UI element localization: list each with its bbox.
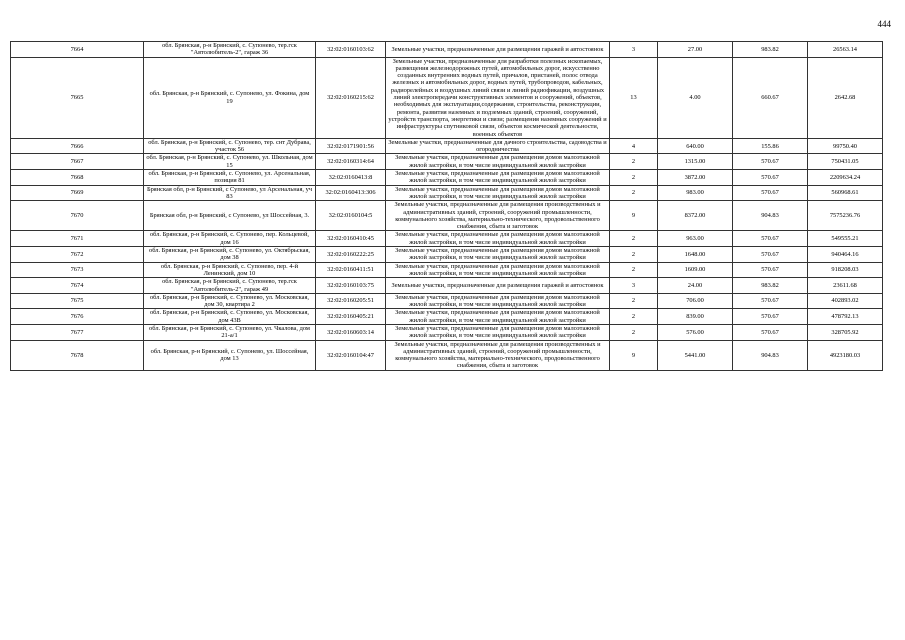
row-number-cell: 7671	[11, 231, 144, 247]
cadastral-value-cell: 549555.21	[808, 231, 883, 247]
usage-group-cell: 13	[610, 57, 658, 138]
address-cell: обл. Брянская, р-н Брянский, с. Супонево, пер. Кольцевой, дом 16	[144, 231, 316, 247]
cadastral-number-cell: 32:02:0160103:62	[316, 42, 386, 58]
land-purpose-cell: Земельные участки, предназначенные для размещения домов малоэтажной жилой застройки, в том числе индивидуальной жилой застройки	[386, 324, 610, 340]
land-purpose-cell: Земельные участки, предназначенные для размещения домов малоэтажной жилой застройки, в том числе индивидуальной жилой застройки	[386, 262, 610, 278]
table-row	[11, 231, 883, 247]
table-row	[11, 170, 883, 186]
address-cell: обл. Брянская, р-н Брянский, с. Супонево, ул. Московская, дом 43В	[144, 309, 316, 325]
address-cell: обл. Брянская, р-н Брянский, с. Супонево, тер.гск "Автолюбитель-2", гараж 49	[144, 278, 316, 294]
land-purpose-cell: Земельные участки, предназначенные для размещения гаражей и автостоянок	[386, 42, 610, 58]
land-purpose-cell: Земельные участки, предназначенные для размещения производственных и административных зданий, строений, сооружений промышленности, коммунального хозяйства, материально-технического, продовольственного снабжения, сбыта и заготовок	[386, 201, 610, 231]
cadastral-value-cell: 4923180.03	[808, 340, 883, 370]
specific-value-cell: 570.67	[733, 293, 808, 309]
table-row	[11, 262, 883, 278]
row-number-cell: 7664	[11, 42, 144, 58]
cadastral-value-cell: 940464.16	[808, 247, 883, 263]
land-registry-table	[10, 41, 883, 371]
cadastral-number-cell: 32:02:0160103:75	[316, 278, 386, 294]
address-cell: обл. Брянская, р-н Брянский, с. Супонево, ул. Октябрьская, дом 38	[144, 247, 316, 263]
table-row	[11, 138, 883, 154]
cadastral-value-cell: 23611.68	[808, 278, 883, 294]
row-number-cell: 7666	[11, 138, 144, 154]
area-cell: 5441.00	[658, 340, 733, 370]
address-cell: Брянская обл, р-н Брянский, с Супонево, ул Шоссейная, 3.	[144, 201, 316, 231]
specific-value-cell: 570.67	[733, 231, 808, 247]
cadastral-number-cell: 32:02:0160411:51	[316, 262, 386, 278]
table-body	[11, 42, 883, 371]
area-cell: 27.00	[658, 42, 733, 58]
specific-value-cell: 570.67	[733, 324, 808, 340]
table-row	[11, 154, 883, 170]
cadastral-value-cell: 478792.13	[808, 309, 883, 325]
table-row	[11, 185, 883, 201]
row-number-cell: 7674	[11, 278, 144, 294]
specific-value-cell: 570.67	[733, 154, 808, 170]
cadastral-value-cell: 750431.05	[808, 154, 883, 170]
cadastral-number-cell: 32:02:0160603:14	[316, 324, 386, 340]
row-number-cell: 7678	[11, 340, 144, 370]
page-number: 444	[877, 19, 891, 29]
cadastral-value-cell: 2209634.24	[808, 170, 883, 186]
cadastral-number-cell: 32:02:0160314:64	[316, 154, 386, 170]
cadastral-number-cell: 32:02:0171901:56	[316, 138, 386, 154]
cadastral-number-cell: 32:02:0160104:5	[316, 201, 386, 231]
address-cell: обл. Брянская, р-н Брянский, с. Супонево, тер.гск "Автолюбитель-2", гараж 36	[144, 42, 316, 58]
row-number-cell: 7673	[11, 262, 144, 278]
row-number-cell: 7677	[11, 324, 144, 340]
usage-group-cell: 9	[610, 340, 658, 370]
row-number-cell: 7676	[11, 309, 144, 325]
row-number-cell: 7670	[11, 201, 144, 231]
area-cell: 3872.00	[658, 170, 733, 186]
area-cell: 24.00	[658, 278, 733, 294]
table-row	[11, 201, 883, 231]
table-row	[11, 247, 883, 263]
usage-group-cell: 2	[610, 185, 658, 201]
land-purpose-cell: Земельные участки, предназначенные для размещения производственных и административных зданий, строений, сооружений промышленности, коммунального хозяйства, материально-технического, продовольственного снабжения, сбыта и заготовок	[386, 340, 610, 370]
cadastral-number-cell: 32:02:0160413:306	[316, 185, 386, 201]
area-cell: 1315.00	[658, 154, 733, 170]
address-cell: Брянская обл, р-н Брянский, с Супонево, ул Арсенальная, уч 83	[144, 185, 316, 201]
cadastral-number-cell: 32:02:0160104:47	[316, 340, 386, 370]
address-cell: обл. Брянская, р-н Брянский, с. Супонево, ул. Фокина, дом 19	[144, 57, 316, 138]
address-cell: обл. Брянская, р-н Брянский, с. Супонево, ул. Шоссейная, дом 13	[144, 340, 316, 370]
table-row	[11, 57, 883, 138]
area-cell: 8372.00	[658, 201, 733, 231]
cadastral-value-cell: 7575236.76	[808, 201, 883, 231]
usage-group-cell: 2	[610, 231, 658, 247]
area-cell: 1609.00	[658, 262, 733, 278]
cadastral-value-cell: 402893.02	[808, 293, 883, 309]
area-cell: 983.00	[658, 185, 733, 201]
usage-group-cell: 2	[610, 324, 658, 340]
usage-group-cell: 4	[610, 138, 658, 154]
cadastral-value-cell: 99750.40	[808, 138, 883, 154]
address-cell: обл. Брянская, р-н Брянский, с. Супонево, ул. Чкалова, дом 21-а/1	[144, 324, 316, 340]
specific-value-cell: 660.67	[733, 57, 808, 138]
land-purpose-cell: Земельные участки, предназначенные для дачного строительства, садоводства и огородничества	[386, 138, 610, 154]
land-purpose-cell: Земельные участки, предназначенные для размещения домов малоэтажной жилой застройки, в том числе индивидуальной жилой застройки	[386, 231, 610, 247]
usage-group-cell: 2	[610, 262, 658, 278]
land-purpose-cell: Земельные участки, предназначенные для размещения домов малоэтажной жилой застройки, в том числе индивидуальной жилой застройки	[386, 293, 610, 309]
cadastral-value-cell: 560968.61	[808, 185, 883, 201]
cadastral-value-cell: 2642.68	[808, 57, 883, 138]
cadastral-number-cell: 32:02:0160222:25	[316, 247, 386, 263]
cadastral-number-cell: 32:02:0160205:51	[316, 293, 386, 309]
table-row	[11, 293, 883, 309]
usage-group-cell: 2	[610, 170, 658, 186]
land-purpose-cell: Земельные участки, предназначенные для размещения гаражей и автостоянок	[386, 278, 610, 294]
usage-group-cell: 9	[610, 201, 658, 231]
land-purpose-cell: Земельные участки, предназначенные для размещения домов малоэтажной жилой застройки, в том числе индивидуальной жилой застройки	[386, 154, 610, 170]
address-cell: обл. Брянская, р-н Брянский, с. Супонево, ул. Арсенальная, позиция 81	[144, 170, 316, 186]
specific-value-cell: 570.67	[733, 185, 808, 201]
address-cell: обл. Брянская, р-н Брянский, с. Супонево, пер. 4-й Ленинский, дом 10	[144, 262, 316, 278]
land-purpose-cell: Земельные участки, предназначенные для размещения домов малоэтажной жилой застройки, в том числе индивидуальной жилой застройки	[386, 185, 610, 201]
specific-value-cell: 155.86	[733, 138, 808, 154]
area-cell: 839.00	[658, 309, 733, 325]
row-number-cell: 7669	[11, 185, 144, 201]
row-number-cell: 7667	[11, 154, 144, 170]
land-purpose-cell: Земельные участки, предназначенные для размещения домов малоэтажной жилой застройки, в том числе индивидуальной жилой застройки	[386, 170, 610, 186]
cadastral-value-cell: 328705.92	[808, 324, 883, 340]
area-cell: 640.00	[658, 138, 733, 154]
row-number-cell: 7668	[11, 170, 144, 186]
table-row	[11, 42, 883, 58]
area-cell: 576.00	[658, 324, 733, 340]
row-number-cell: 7672	[11, 247, 144, 263]
row-number-cell: 7675	[11, 293, 144, 309]
area-cell: 1648.00	[658, 247, 733, 263]
specific-value-cell: 570.67	[733, 170, 808, 186]
usage-group-cell: 2	[610, 154, 658, 170]
specific-value-cell: 570.67	[733, 262, 808, 278]
table-row	[11, 278, 883, 294]
row-number-cell: 7665	[11, 57, 144, 138]
usage-group-cell: 3	[610, 42, 658, 58]
cadastral-number-cell: 32:02:0160410:45	[316, 231, 386, 247]
cadastral-value-cell: 918208.03	[808, 262, 883, 278]
table-row	[11, 309, 883, 325]
specific-value-cell: 904.83	[733, 340, 808, 370]
area-cell: 4.00	[658, 57, 733, 138]
address-cell: обл. Брянская, р-н Брянский, с. Супонево, ул. Московская, дом 30, квартира 2	[144, 293, 316, 309]
usage-group-cell: 3	[610, 278, 658, 294]
area-cell: 963.00	[658, 231, 733, 247]
land-purpose-cell: Земельные участки, предназначенные для размещения домов малоэтажной жилой застройки, в том числе индивидуальной жилой застройки	[386, 309, 610, 325]
cadastral-value-cell: 26563.14	[808, 42, 883, 58]
area-cell: 706.00	[658, 293, 733, 309]
cadastral-number-cell: 32:02:0160405:21	[316, 309, 386, 325]
specific-value-cell: 570.67	[733, 309, 808, 325]
land-purpose-cell: Земельные участки, предназначенные для размещения домов малоэтажной жилой застройки, в том числе индивидуальной жилой застройки	[386, 247, 610, 263]
specific-value-cell: 570.67	[733, 247, 808, 263]
usage-group-cell: 2	[610, 293, 658, 309]
cadastral-number-cell: 32:02:0160215:62	[316, 57, 386, 138]
table-row	[11, 324, 883, 340]
specific-value-cell: 983.82	[733, 278, 808, 294]
address-cell: обл. Брянская, р-н Брянский, с. Супонево, ул. Школьная, дом 15	[144, 154, 316, 170]
usage-group-cell: 2	[610, 247, 658, 263]
specific-value-cell: 983.82	[733, 42, 808, 58]
land-purpose-cell: Земельные участки, предназначенные для разработки полезных ископаемых, размещения железнодорожных путей, автомобильных дорог, искусственно созданных внутренних водных путей, причалов, пристаней, полос отвода железных и автомобильных дорог, водных путей, трубопроводов, кабельных, радиорелейных и воздушных линий связи и линий радиофикации, воздушных линий электропередачи конструктивных элементов и сооружений, объектов, необходимых для эксплуатации,содержания, строительства, реконструкции, ремонта, развития наземных и подземных зданий, строений, сооружений, устройств транспорта, энергетики и связи; размещения наземных сооружений и инфраструктуры спутниковой связи, объектов космической деятельности, военных объектов	[386, 57, 610, 138]
address-cell: обл. Брянская, р-н Брянский, с. Супонево, тер. снт Дубрава, участок 56	[144, 138, 316, 154]
cadastral-number-cell: 32:02:0160413:8	[316, 170, 386, 186]
table-row	[11, 340, 883, 370]
specific-value-cell: 904.83	[733, 201, 808, 231]
usage-group-cell: 2	[610, 309, 658, 325]
